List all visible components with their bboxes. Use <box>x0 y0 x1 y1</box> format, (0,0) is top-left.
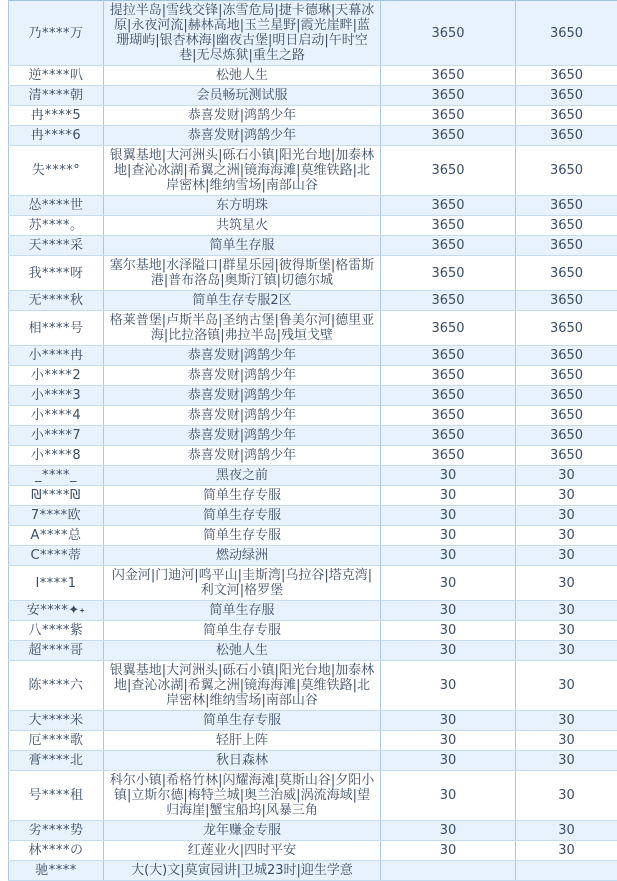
server-list-cell: 格莱普堡|卢斯半岛|圣纳古堡|鲁美尔河|德里亚海|比拉洛镇|弗拉半岛|残垣戈壁 <box>104 311 381 346</box>
table-row <box>9 621 617 641</box>
username-cell: 小****7 <box>9 426 104 446</box>
value-b-cell: 30 <box>516 841 617 861</box>
account-server-table <box>8 0 617 881</box>
server-list-cell: 简单生存专服 <box>104 486 381 506</box>
table-row <box>9 466 617 486</box>
table-row <box>9 641 617 661</box>
value-a-cell: 3650 <box>381 106 516 126</box>
server-list-cell: 简单生存服 <box>104 601 381 621</box>
username-cell: ₪****₪ <box>9 486 104 506</box>
username-cell: 冉****6 <box>9 126 104 146</box>
value-a-cell: 3650 <box>381 406 516 426</box>
server-list-cell: 大(大)文|莫寅园讲|卫城23时|迎生学意 <box>104 861 381 881</box>
server-list-cell: 松弛人生 <box>104 641 381 661</box>
value-b-cell: 30 <box>516 566 617 601</box>
value-a-cell: 3650 <box>381 291 516 311</box>
server-list-cell: 龙年赚金专服 <box>104 821 381 841</box>
value-b-cell: 30 <box>516 641 617 661</box>
table-row <box>9 601 617 621</box>
table-row <box>9 751 617 771</box>
server-list-cell: 简单生存专服 <box>104 526 381 546</box>
server-list-cell: 恭喜发财|鸿鹄少年 <box>104 446 381 466</box>
table-row <box>9 771 617 821</box>
server-list-cell: 恭喜发财|鸿鹄少年 <box>104 106 381 126</box>
username-cell: 怂****世 <box>9 196 104 216</box>
value-b-cell <box>516 861 617 881</box>
value-b-cell: 30 <box>516 661 617 711</box>
table-row <box>9 216 617 236</box>
table-row <box>9 731 617 751</box>
value-a-cell: 30 <box>381 526 516 546</box>
server-list-cell: 恭喜发财|鸿鹄少年 <box>104 346 381 366</box>
value-b-cell: 3650 <box>516 236 617 256</box>
username-cell: 大****米 <box>9 711 104 731</box>
table-row <box>9 506 617 526</box>
username-cell: I****1 <box>9 566 104 601</box>
table-row <box>9 126 617 146</box>
value-b-cell: 30 <box>516 821 617 841</box>
value-b-cell: 30 <box>516 466 617 486</box>
server-list-cell: 简单生存专服 <box>104 711 381 731</box>
username-cell: 苏****。 <box>9 216 104 236</box>
table-row <box>9 291 617 311</box>
username-cell: 无****秋 <box>9 291 104 311</box>
value-a-cell: 30 <box>381 546 516 566</box>
username-cell: 膏****北 <box>9 751 104 771</box>
username-cell: 清****朝 <box>9 86 104 106</box>
server-list-cell: 恭喜发财|鸿鹄少年 <box>104 406 381 426</box>
table-row <box>9 566 617 601</box>
username-cell: 超****哥 <box>9 641 104 661</box>
value-b-cell: 3650 <box>516 291 617 311</box>
username-cell: 小****4 <box>9 406 104 426</box>
value-b-cell: 30 <box>516 506 617 526</box>
table-row <box>9 406 617 426</box>
server-list-cell: 提拉半岛|雪线交锋|冻雪危局|捷卡德琳|天幕冰原|永夜河流|赫林高地|玉兰星野|霞光崖畔|蓝珊瑚屿|银杏林海|幽夜古堡|明日启动|午时空巷|无尽炼狱|重生之路 <box>104 1 381 66</box>
server-list-cell: 恭喜发财|鸿鹄少年 <box>104 386 381 406</box>
value-a-cell: 3650 <box>381 1 516 66</box>
value-a-cell: 30 <box>381 751 516 771</box>
table-row <box>9 861 617 881</box>
username-cell: 乃****万 <box>9 1 104 66</box>
value-b-cell: 30 <box>516 486 617 506</box>
table-row <box>9 426 617 446</box>
value-b-cell: 30 <box>516 771 617 821</box>
username-cell: 驰**** <box>9 861 104 881</box>
value-a-cell: 30 <box>381 506 516 526</box>
value-a-cell: 3650 <box>381 446 516 466</box>
table-row <box>9 256 617 291</box>
username-cell: 安****✦˖ <box>9 601 104 621</box>
username-cell: 失****° <box>9 146 104 196</box>
value-a-cell: 3650 <box>381 126 516 146</box>
value-a-cell: 30 <box>381 566 516 601</box>
table-row <box>9 86 617 106</box>
value-b-cell: 3650 <box>516 146 617 196</box>
table-row <box>9 821 617 841</box>
server-list-cell: 会员畅玩测试服 <box>104 86 381 106</box>
server-list-cell: 闪金河|门迪河|鸣平山|圭斯湾|乌拉谷|塔克湾|利文河|格罗堡 <box>104 566 381 601</box>
value-b-cell: 3650 <box>516 346 617 366</box>
value-a-cell: 30 <box>381 821 516 841</box>
value-a-cell: 3650 <box>381 86 516 106</box>
value-b-cell: 3650 <box>516 446 617 466</box>
value-b-cell: 3650 <box>516 256 617 291</box>
table-row <box>9 1 617 66</box>
table-row <box>9 311 617 346</box>
server-list-cell: 简单生存专服2区 <box>104 291 381 311</box>
username-cell: 小****2 <box>9 366 104 386</box>
value-b-cell: 30 <box>516 711 617 731</box>
server-list-cell: 秋日森林 <box>104 751 381 771</box>
value-a-cell: 30 <box>381 466 516 486</box>
table-row <box>9 711 617 731</box>
server-list-cell: 银翼基地|大河洲头|砾石小镇|阳光台地|加泰林地|查沁冰湖|希翼之洲|镜海海滩|莫维铁路|北岸密林|维纳雪场|南部山谷 <box>104 661 381 711</box>
username-cell: 7****欧 <box>9 506 104 526</box>
table-row <box>9 546 617 566</box>
server-list-cell: 东方明珠 <box>104 196 381 216</box>
value-b-cell: 3650 <box>516 426 617 446</box>
value-b-cell: 3650 <box>516 216 617 236</box>
value-b-cell: 3650 <box>516 86 617 106</box>
value-a-cell: 3650 <box>381 256 516 291</box>
username-cell: 小****3 <box>9 386 104 406</box>
table-body <box>9 1 617 881</box>
username-cell: 陈****六 <box>9 661 104 711</box>
server-list-cell: 燃动绿洲 <box>104 546 381 566</box>
table-row <box>9 386 617 406</box>
table-row <box>9 841 617 861</box>
value-a-cell: 30 <box>381 601 516 621</box>
value-a-cell: 30 <box>381 711 516 731</box>
value-a-cell: 3650 <box>381 311 516 346</box>
value-b-cell: 30 <box>516 546 617 566</box>
value-a-cell: 30 <box>381 661 516 711</box>
username-cell: 号****租 <box>9 771 104 821</box>
server-list-cell: 共筑星火 <box>104 216 381 236</box>
value-b-cell: 3650 <box>516 66 617 86</box>
value-b-cell: 30 <box>516 751 617 771</box>
table-row <box>9 66 617 86</box>
username-cell: 逆****叭 <box>9 66 104 86</box>
value-a-cell: 3650 <box>381 146 516 196</box>
server-list-cell: 恭喜发财|鸿鹄少年 <box>104 366 381 386</box>
account-server-table-wrap <box>8 0 617 881</box>
username-cell: 八****紫 <box>9 621 104 641</box>
server-list-cell: 简单生存服 <box>104 236 381 256</box>
value-b-cell: 30 <box>516 731 617 751</box>
value-b-cell: 3650 <box>516 126 617 146</box>
value-b-cell: 30 <box>516 601 617 621</box>
username-cell: 林****の <box>9 841 104 861</box>
value-a-cell: 3650 <box>381 426 516 446</box>
table-row <box>9 146 617 196</box>
username-cell: 我****呀 <box>9 256 104 291</box>
table-row <box>9 196 617 216</box>
value-b-cell: 30 <box>516 526 617 546</box>
username-cell: 天****采 <box>9 236 104 256</box>
username-cell: 冉****5 <box>9 106 104 126</box>
server-list-cell: 塞尔基地|水泽隘口|群星乐园|彼得斯堡|格雷斯港|普布洛岛|奥斯汀镇|切德尔城 <box>104 256 381 291</box>
server-list-cell: 科尔小镇|希格竹林|闪耀海滩|莫斯山谷|夕阳小镇|立斯尔德|梅特兰城|奥兰治威|涡流海域|望归海崖|蟹宝船坞|风暴三角 <box>104 771 381 821</box>
server-list-cell: 银翼基地|大河洲头|砾石小镇|阳光台地|加泰林地|查沁冰湖|希翼之洲|镜海海滩|莫维铁路|北岸密林|维纳雪场|南部山谷 <box>104 146 381 196</box>
value-b-cell: 3650 <box>516 196 617 216</box>
value-a-cell: 3650 <box>381 386 516 406</box>
value-a-cell: 3650 <box>381 216 516 236</box>
value-a-cell: 30 <box>381 486 516 506</box>
server-list-cell: 红莲业火|四时平安 <box>104 841 381 861</box>
value-b-cell: 3650 <box>516 311 617 346</box>
table-row <box>9 346 617 366</box>
value-a-cell: 30 <box>381 731 516 751</box>
table-row <box>9 236 617 256</box>
value-a-cell: 30 <box>381 621 516 641</box>
server-list-cell: 恭喜发财|鸿鹄少年 <box>104 126 381 146</box>
value-b-cell: 3650 <box>516 1 617 66</box>
value-b-cell: 30 <box>516 621 617 641</box>
server-list-cell: 轻肝上阵 <box>104 731 381 751</box>
value-a-cell: 30 <box>381 641 516 661</box>
username-cell: C****蒂 <box>9 546 104 566</box>
username-cell: A****总 <box>9 526 104 546</box>
server-list-cell: 简单生存专服 <box>104 621 381 641</box>
value-a-cell: 3650 <box>381 66 516 86</box>
server-list-cell: 恭喜发财|鸿鹄少年 <box>104 426 381 446</box>
table-row <box>9 661 617 711</box>
value-a-cell: 3650 <box>381 346 516 366</box>
server-list-cell: 简单生存专服 <box>104 506 381 526</box>
value-b-cell: 3650 <box>516 106 617 126</box>
table-row <box>9 526 617 546</box>
username-cell: 小****8 <box>9 446 104 466</box>
value-b-cell: 3650 <box>516 406 617 426</box>
table-row <box>9 486 617 506</box>
value-a-cell: 3650 <box>381 366 516 386</box>
value-a-cell: 3650 <box>381 196 516 216</box>
server-list-cell: 松弛人生 <box>104 66 381 86</box>
value-a-cell: 30 <box>381 841 516 861</box>
server-list-cell: 黑夜之前 <box>104 466 381 486</box>
username-cell: 厄****歌 <box>9 731 104 751</box>
value-a-cell: 30 <box>381 771 516 821</box>
value-a-cell <box>381 861 516 881</box>
value-a-cell: 3650 <box>381 236 516 256</box>
table-row <box>9 106 617 126</box>
username-cell: _****_ <box>9 466 104 486</box>
username-cell: 劣****势 <box>9 821 104 841</box>
table-row <box>9 366 617 386</box>
username-cell: 小****冉 <box>9 346 104 366</box>
value-b-cell: 3650 <box>516 366 617 386</box>
value-b-cell: 3650 <box>516 386 617 406</box>
table-row <box>9 446 617 466</box>
username-cell: 相****号 <box>9 311 104 346</box>
